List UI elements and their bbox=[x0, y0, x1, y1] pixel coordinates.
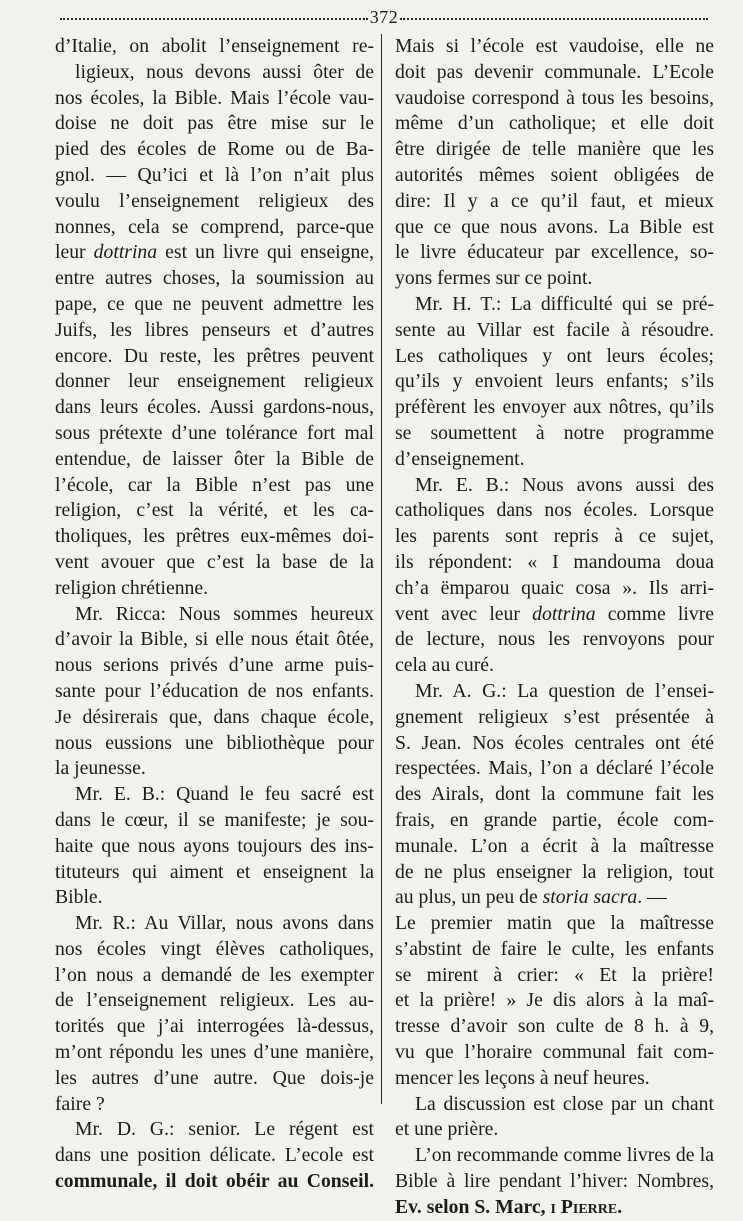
text-line: communale, il doit obéir au Conseil. bbox=[55, 1170, 374, 1193]
text-line: entendue, de laisser ôter la Bible de bbox=[55, 447, 374, 470]
text-line: religion chrétienne. bbox=[55, 576, 209, 599]
text-segment: est un livre qui enseigne, bbox=[157, 241, 375, 264]
text-segment: comme livre bbox=[595, 602, 715, 625]
text-line: Les catholiques y ont leurs écoles; bbox=[395, 344, 714, 367]
text-segment: . bbox=[617, 1195, 623, 1218]
text-line: sente au Villar est facile à résoudre. bbox=[395, 318, 714, 341]
text-line: de lecture, nous les renvoyons pour bbox=[395, 628, 714, 651]
text-line: doit pas devenir communale. L’Ecole bbox=[395, 60, 714, 83]
text-line bbox=[395, 602, 714, 628]
text-line bbox=[55, 240, 374, 266]
text-line: et une prière. bbox=[395, 1118, 499, 1141]
text-line: Juifs, les libres penseurs et d’autres bbox=[55, 318, 374, 341]
text-line: gnement religieux s’est présentée à bbox=[395, 705, 714, 728]
text-line: gnol. — Qu’ici et là l’on n’ait plus bbox=[55, 163, 374, 186]
text-line: sante pour l’éducation de nos enfants. bbox=[55, 679, 374, 702]
text-line: d’enseignement. bbox=[395, 447, 525, 470]
text-line: faire ? bbox=[55, 1092, 105, 1115]
text-line: nous serions privés d’une arme puis- bbox=[55, 654, 374, 677]
text-line: dire: Il y a ce qu’il faut, et mieux bbox=[395, 189, 714, 212]
text-line: religion, c’est la vérité, et les ca- bbox=[55, 499, 374, 522]
page-header bbox=[60, 6, 708, 28]
page-number: 372 bbox=[369, 6, 399, 27]
text-line: l’école, car la Bible n’est pas une bbox=[55, 473, 374, 496]
text-segment: . — bbox=[637, 886, 667, 909]
text-line: que ce que nous avons. La Bible est bbox=[395, 215, 714, 238]
text-line: même d’un catholique; et elle doit bbox=[395, 112, 714, 135]
text-segment: au plus, un peu de bbox=[395, 886, 543, 909]
text-line: Mais si l’école est vaudoise, elle ne bbox=[395, 35, 714, 57]
text-line: haite que nous ayons toujours des ins- bbox=[55, 834, 374, 857]
right-column bbox=[395, 34, 714, 1221]
text-line: tholiques, les prêtres eux-mêmes doi- bbox=[55, 525, 374, 548]
left-column bbox=[55, 34, 374, 1195]
text-line: autorités mêmes soient obligées de bbox=[395, 163, 714, 186]
text-line: Mr. Ricca: Nous sommes heureux bbox=[75, 602, 374, 625]
text-line: Je désirerais que, dans chaque école, bbox=[55, 705, 374, 728]
text-segment: vent avec leur bbox=[395, 602, 533, 625]
text-line: Mr. D. G.: senior. Le régent est bbox=[75, 1118, 374, 1141]
text-line: qu’ils y envoient leurs enfants; s’ils bbox=[395, 370, 714, 393]
text-line: entre autres choses, la soumission au bbox=[55, 267, 374, 290]
header-rule-left bbox=[60, 18, 368, 20]
text-line: Le premier matin que la maîtresse bbox=[395, 912, 714, 935]
text-line: torités que j’ai interrogées là-dessus, bbox=[55, 1015, 374, 1038]
text-line: voulu l’enseignement religieux des bbox=[55, 189, 374, 212]
text-line: vaudoise correspond à tous les besoins, bbox=[395, 86, 714, 109]
text-line: S. Jean. Nos écoles centrales ont été bbox=[395, 731, 714, 754]
text-line: donner leur enseignement religieux bbox=[55, 370, 374, 393]
text-line: respectées. Mais, l’on a déclaré l’école bbox=[395, 757, 714, 780]
text-line: nous eussions une bibliothèque pour bbox=[55, 731, 374, 754]
text-line: Mr. R.: Au Villar, nous avons dans bbox=[75, 912, 374, 935]
header-rule-right bbox=[400, 18, 708, 20]
text-line: Mr. E. B.: Nous avons aussi des bbox=[415, 473, 714, 496]
italic-word: storia sacra bbox=[542, 886, 638, 909]
text-line: catholiques dans nos écoles. Lorsque bbox=[395, 499, 714, 522]
text-line: se mirent à crier: « Et la prière! bbox=[395, 963, 714, 986]
text-line: nos écoles, la Bible. Mais l’école vau- bbox=[55, 86, 374, 109]
text-line: L’on recommande comme livres de la bbox=[415, 1144, 714, 1167]
text-line: dans une position délicate. L’ecole est bbox=[55, 1144, 374, 1167]
text-line: La discussion est close par un chant bbox=[415, 1092, 714, 1115]
text-line: Bible. bbox=[55, 886, 103, 909]
text-line: les parents sont repris à ce sujet, bbox=[395, 525, 714, 548]
text-line: Mr. E. B.: Quand le feu sacré est bbox=[75, 783, 374, 806]
text-line: des Airals, dont la commune fait les bbox=[395, 783, 714, 806]
text-line: pied des écoles de Rome ou de Ba- bbox=[55, 138, 374, 161]
text-line: vent avouer que c’est la base de la bbox=[55, 550, 374, 573]
text-line: se soumettent à notre programme bbox=[395, 421, 714, 444]
italic-word: dottrina bbox=[93, 241, 158, 264]
text-line: Bible à lire pendant l’hiver: Nombres, bbox=[395, 1170, 714, 1193]
text-line: ligieux, nous devons aussi ôter de bbox=[75, 60, 374, 83]
text-line: Mr. H. T.: La difficulté qui se pré- bbox=[415, 292, 714, 315]
text-line: doise ne doit pas être mise sur le bbox=[55, 112, 374, 135]
text-line bbox=[395, 1195, 714, 1221]
text-line: être dirigée de telle manière que les bbox=[395, 138, 714, 161]
text-line: encore. Du reste, les prêtres peuvent bbox=[55, 344, 374, 367]
text-line: tresse d’avoir son culte de 8 h. à 9, bbox=[395, 1015, 714, 1038]
text-line: la jeunesse. bbox=[55, 757, 146, 780]
text-segment: Ev. selon S. Marc, bbox=[395, 1195, 551, 1218]
text-line: cela au curé. bbox=[395, 654, 494, 677]
text-line: ch’a ëmparou quaic cosa ». Ils arri- bbox=[395, 576, 714, 599]
text-line bbox=[395, 885, 714, 911]
text-line: Mr. A. G.: La question de l’ensei- bbox=[415, 679, 714, 702]
text-line: frais, en grande partie, école com- bbox=[395, 808, 714, 831]
text-line: tituteurs qui aiment et enseignent la bbox=[55, 860, 374, 883]
text-line: le livre éducateur par excellence, so- bbox=[395, 241, 714, 264]
text-line: yons fermes sur ce point. bbox=[395, 267, 593, 290]
text-line: nos écoles vingt élèves catholiques, bbox=[55, 937, 374, 960]
text-line: préfèrent les envoyer aux nôtres, qu’ils bbox=[395, 396, 714, 419]
text-line: s’abstint de faire le culte, les enfants bbox=[395, 937, 714, 960]
text-line: de ne plus enseigner la religion, tout bbox=[395, 860, 714, 883]
text-line: d’Italie, on abolit l’enseignement re- bbox=[55, 35, 374, 57]
text-line: dans le cœur, il se manifeste; je sou- bbox=[55, 808, 374, 831]
text-line: mencer les leçons à neuf heures. bbox=[395, 1066, 650, 1089]
text-line: nonnes, cela se comprend, parce-que bbox=[55, 215, 374, 238]
text-line: vu que l’horaire communal fait com- bbox=[395, 1041, 714, 1064]
text-line: de l’enseignement religieux. Les au- bbox=[55, 989, 374, 1012]
text-line: et la prière! » Je dis alors à la maî- bbox=[395, 989, 714, 1012]
text-line: dans leurs écoles. Aussi gardons-nous, bbox=[55, 396, 374, 419]
text-line: ils répondent: « I mandouma doua bbox=[395, 550, 714, 573]
text-line: munale. L’on a écrit à la maîtresse bbox=[395, 834, 714, 857]
text-line: les autres d’une autre. Que dois-je bbox=[55, 1066, 374, 1089]
small-caps-word: i Pierre bbox=[550, 1195, 618, 1218]
text-line: d’avoir la Bible, si elle nous était ôtée, bbox=[55, 628, 374, 651]
column-divider bbox=[381, 34, 382, 1104]
text-segment: leur bbox=[55, 241, 94, 264]
text-line: sous prétexte d’une tolérance fort mal bbox=[55, 421, 374, 444]
text-line: pape, ce que ne peuvent admettre les bbox=[55, 292, 374, 315]
text-line: l’on nous a demandé de les exempter bbox=[55, 963, 374, 986]
text-line: m’ont répondu les unes d’une manière, bbox=[55, 1041, 374, 1064]
italic-word: dottrina bbox=[532, 602, 596, 625]
